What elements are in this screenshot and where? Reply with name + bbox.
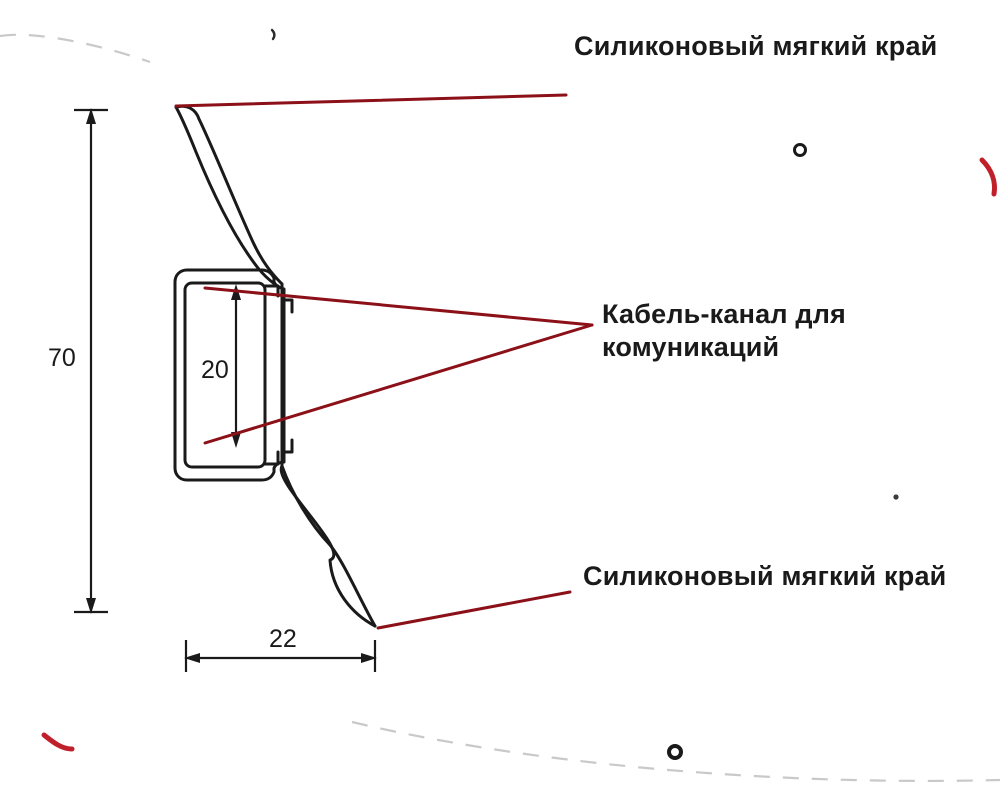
callout-bottom-silicone-edge: Силиконовый мягкий край [583,561,947,591]
callout-cable-channel: Кабель-канал для комуникаций [602,299,847,362]
leader-middle-lower [205,325,592,443]
dimension-channel-20 [231,284,241,448]
dimension-label-depth: 22 [269,625,297,653]
leader-bottom [378,592,570,628]
dimension-label-height: 70 [48,344,76,372]
dimension-label-channel: 20 [201,356,229,384]
dimension-height-70 [74,108,108,614]
leader-top [176,95,566,106]
background-guides [0,35,1000,781]
leader-lines [176,95,592,628]
callout-top-silicone-edge: Силиконовый мягкий край [574,31,938,61]
leader-middle-upper [205,288,592,325]
